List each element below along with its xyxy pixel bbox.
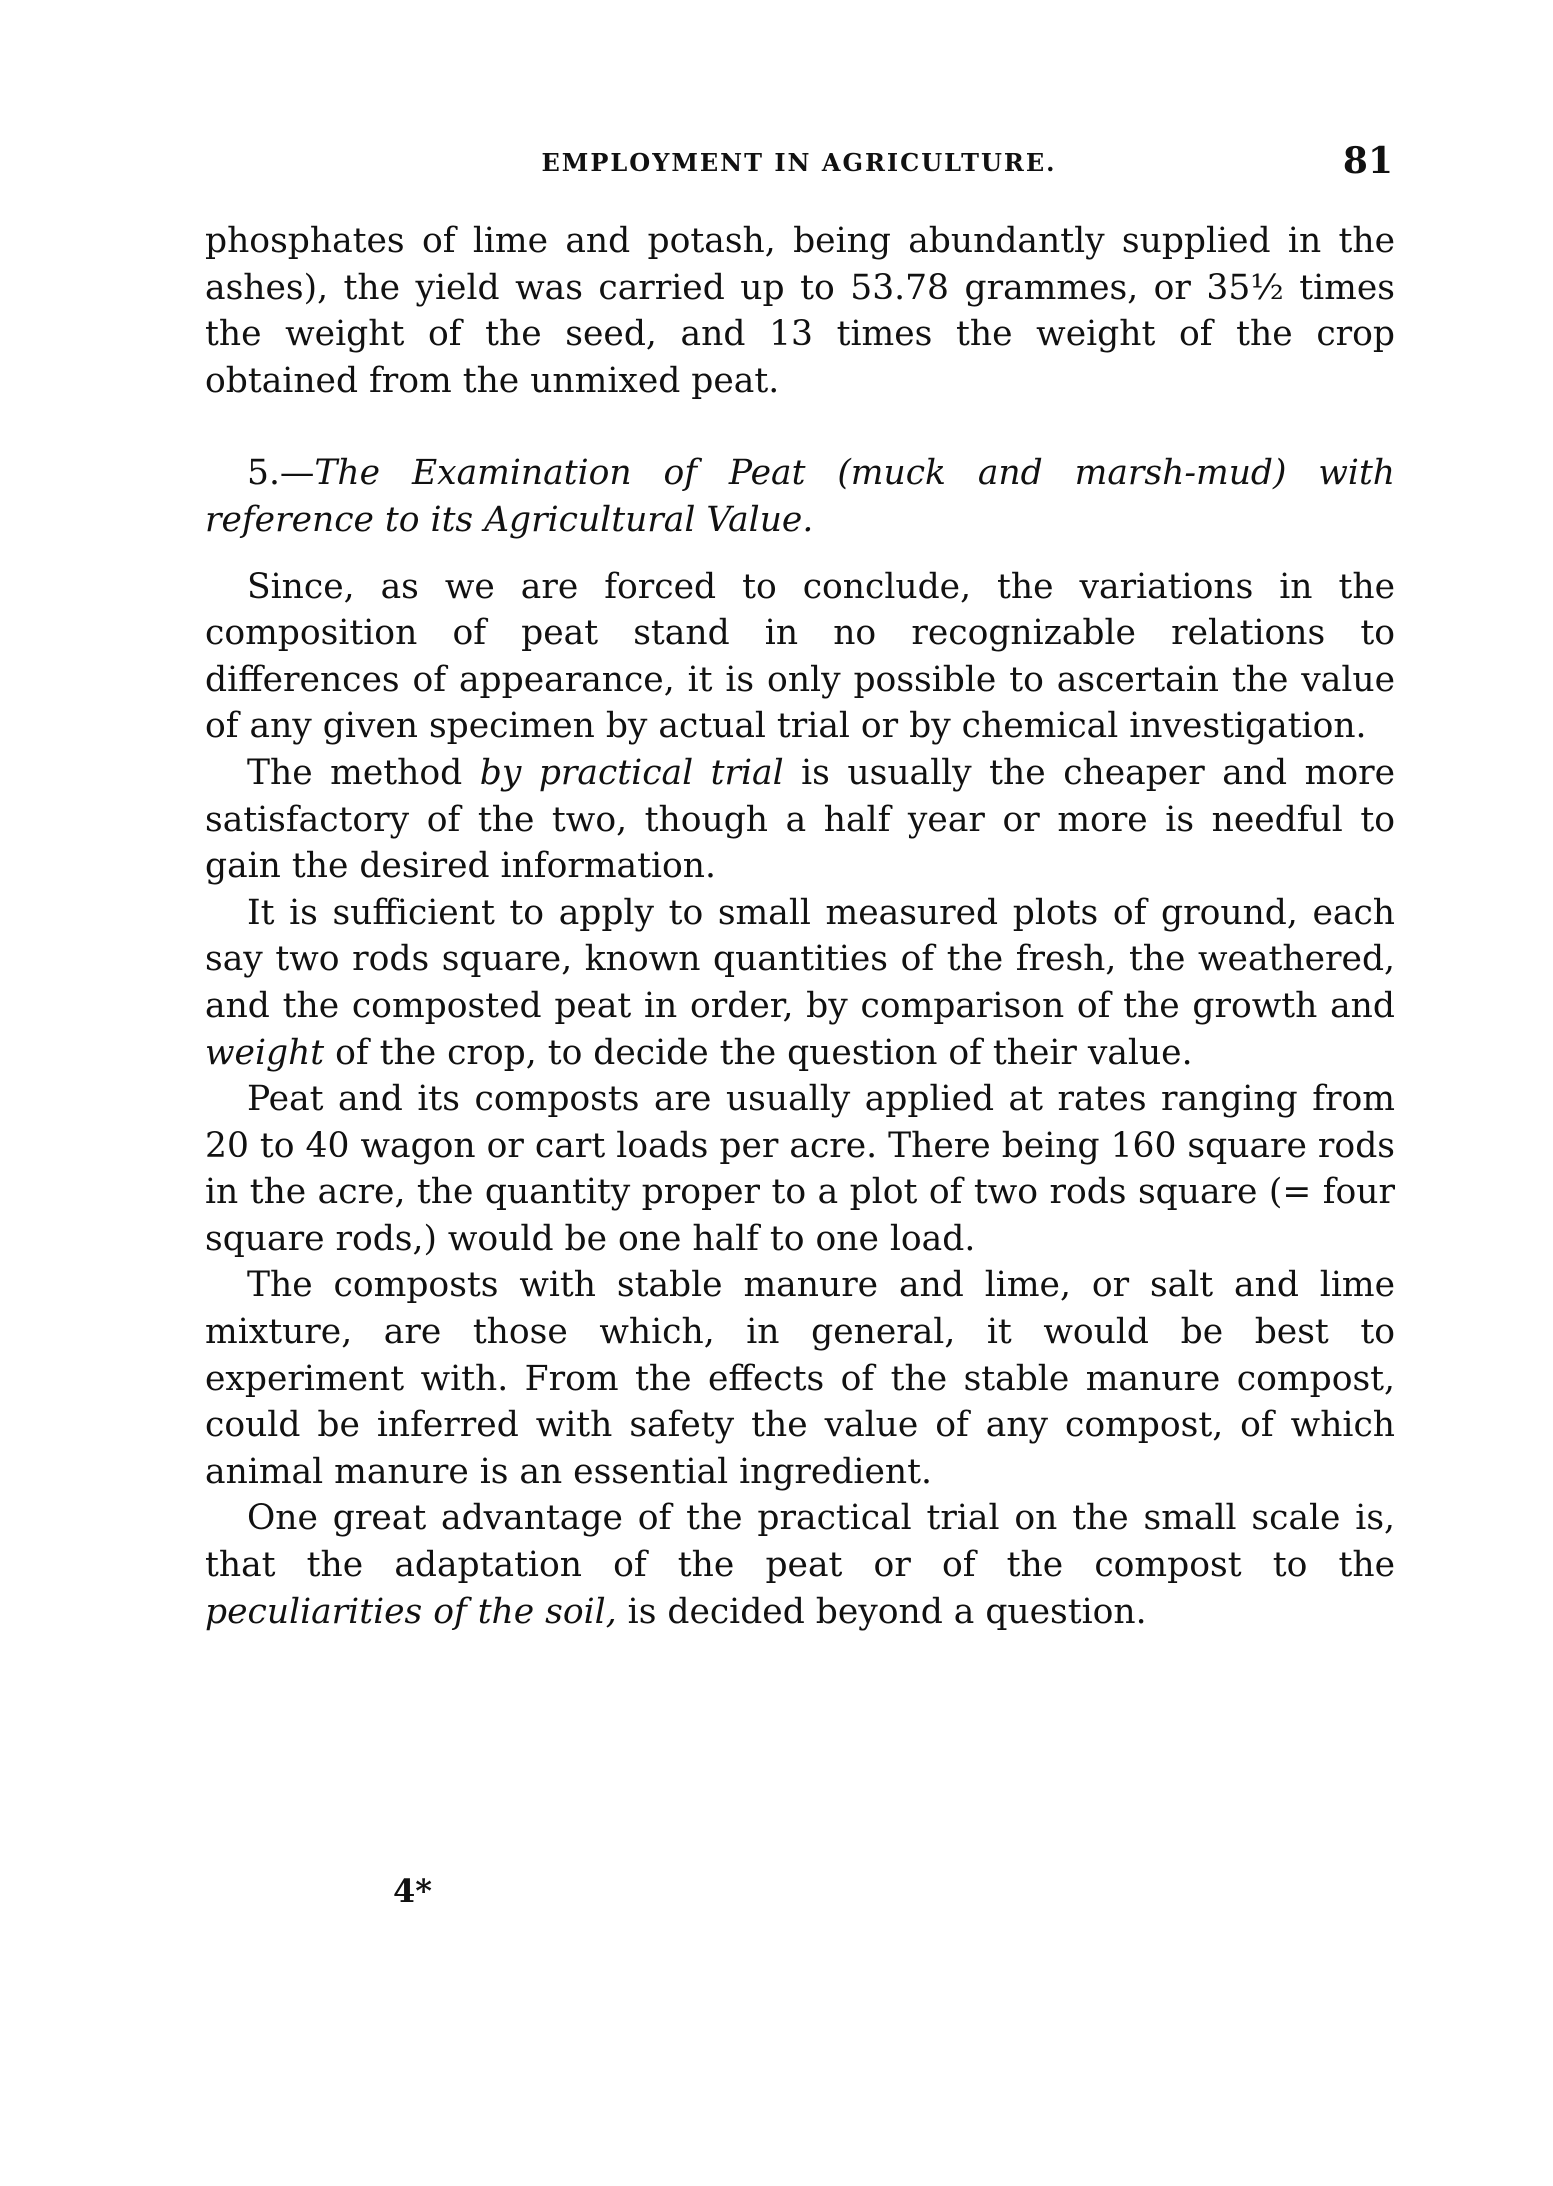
page-body xyxy=(205,218,1395,1635)
paragraph-4: Peat and its composts are usually applied at rates ranging from 20 to 40 wagon or cart loads per acre. There being 160 square rods in the acre, the quantity proper to a plot of two rods square (= four square rods,) would be one half to one load. xyxy=(205,1079,1395,1259)
continuation-paragraph: phosphates of lime and potash, being abundantly supplied in the ashes), the yield was carried up to 53.78 grammes, or 35½ times the weight of the seed, and 13 times the weight of the crop obtained from the unmixed peat. xyxy=(205,221,1395,401)
section-heading xyxy=(205,450,1395,543)
section-title-parenthetical: (muck and marsh-mud) xyxy=(837,453,1287,494)
paragraph-6-text-b: is decided beyond a question. xyxy=(616,1591,1147,1632)
paragraph-6-text-a: One great advantage of the practical trial on the small scale is, that the adaptation of the peat or of the compost to the xyxy=(205,1498,1395,1586)
paragraph-2-emphasis: by practical trial xyxy=(479,752,784,793)
section-title-part-1: The Examination of Peat xyxy=(314,453,806,494)
page-header xyxy=(205,140,1393,200)
paragraph-3 xyxy=(205,890,1395,1076)
paragraph-2 xyxy=(205,750,1395,890)
paragraph-5: The composts with stable manure and lime, or salt and lime mixture, are those which, in general, it would be best to experiment with. From the effects of the stable manure compost, could be inferred with safety the value of any compost, of which animal manure is an essential ingredient. xyxy=(205,1265,1395,1492)
paragraph-3-text-a: It is sufficient to apply to small measured plots of ground, each say two rods square, known quantities of the fresh, the weathered, and the composted peat in order, by comparison of the growth and xyxy=(205,892,1395,1026)
running-head: EMPLOYMENT IN AGRICULTURE. xyxy=(541,148,1057,177)
signature-mark: 4* xyxy=(393,1872,432,1910)
paragraph-2-text-a: The method xyxy=(247,752,480,793)
page-number: 81 xyxy=(1342,140,1393,182)
paragraph-3-emphasis: weight xyxy=(205,1032,325,1073)
section-number: 5.— xyxy=(247,453,315,494)
section-title-part-2: with reference to its Agricultural Value. xyxy=(205,453,1396,540)
paragraph-6 xyxy=(205,1495,1395,1635)
paragraph-3-text-b: of the crop, to decide the question of their value. xyxy=(324,1032,1193,1073)
paragraph-1: Since, as we are forced to conclude, the variations in the composition of peat stand in no recognizable relations to differences of appearance, it is only possible to ascertain the value of any given specimen by actual trial or by chemical investigation. xyxy=(205,566,1395,747)
paragraph-6-emphasis: peculiarities of the soil, xyxy=(205,1591,617,1632)
paragraph-2-text-b: is usually the cheaper and more satisfactory of the two, though a half year or more is needful to gain the desired information. xyxy=(205,752,1396,887)
